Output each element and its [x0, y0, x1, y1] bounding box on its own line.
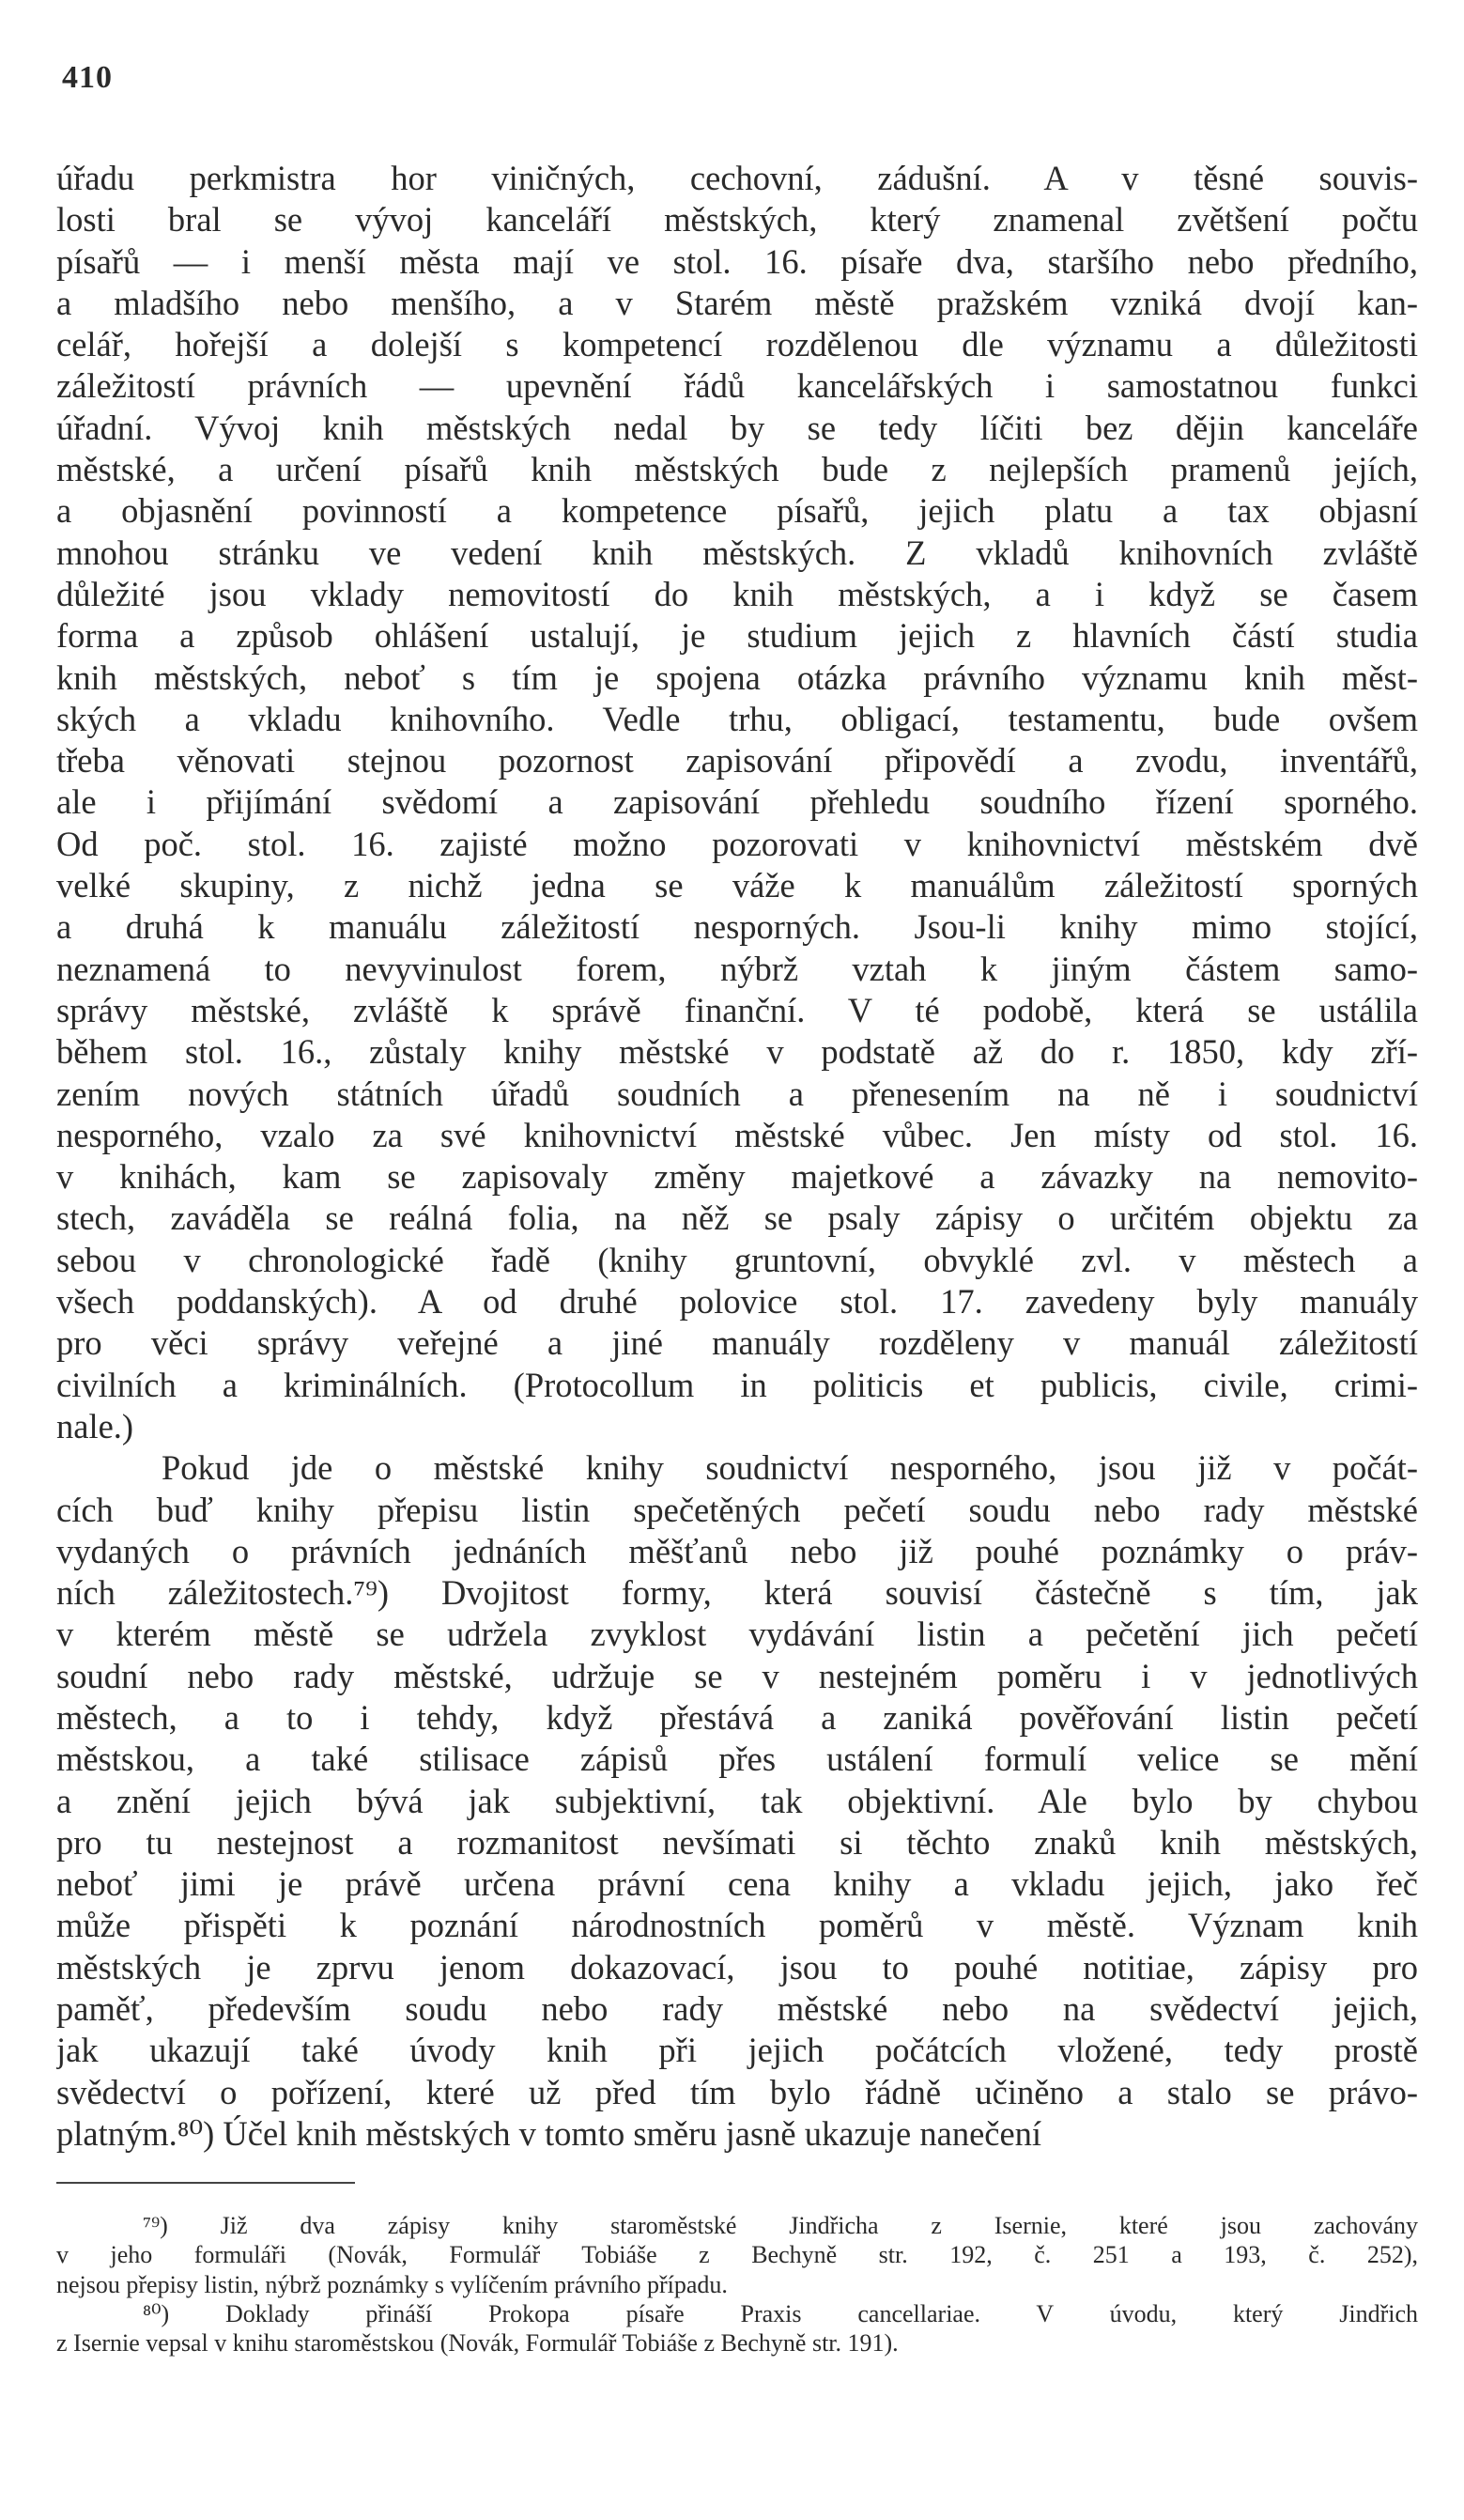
- body-line: ských a vkladu knihovního. Vedle trhu, obligací, testamentu, bude ovšem: [56, 699, 1418, 738]
- body-line: úřadní. Vývoj knih městských nedal by se tedy líčiti bez dějin kanceláře: [56, 408, 1418, 447]
- body-line: městských je zprvu jenom dokazovací, jsou to pouhé notitiae, zápisy pro: [56, 1947, 1418, 1987]
- footnote-line: ⁸⁰) Doklady přináší Prokopa písaře Praxis cancellariae. V úvodu, který Jindřich: [143, 2299, 1418, 2327]
- body-line: Od poč. stol. 16. zajisté možno pozorovati v knihovnictví městském dvě: [56, 824, 1418, 863]
- footnote-divider: [56, 2182, 355, 2184]
- body-line: pro tu nestejnost a rozmanitost nevšímati si těchto znaků knih městských,: [56, 1822, 1418, 1862]
- body-line: velké skupiny, z nichž jedna se váže k manuálům záležitostí sporných: [56, 866, 1418, 905]
- body-line: důležité jsou vklady nemovitostí do knih městských, a i když se časem: [56, 574, 1418, 613]
- body-line: v kterém městě se udržela zvyklost vydávání listin a pečetění jich pečetí: [56, 1615, 1418, 1654]
- body-line: ale i přijímání svědomí a zapisování přehledu soudního řízení sporného.: [56, 782, 1418, 822]
- body-line: úřadu perkmistra hor viničných, cechovní, zádušní. A v těsné souvis-: [56, 159, 1418, 197]
- body-line: forma a způsob ohlášení ustalují, je studium jejich z hlavních částí studia: [56, 616, 1418, 656]
- body-line: mnohou stránku ve vedení knih městských. Z vkladů knihovních zvláště: [56, 533, 1418, 572]
- body-line: a mladšího nebo menšího, a v Starém městě pražském vzniká dvojí kan-: [56, 283, 1418, 322]
- body-line: zením nových státních úřadů soudních a přenesením na ně i soudnictví: [56, 1074, 1418, 1113]
- footnote-line: v jeho formuláři (Novák, Formulář Tobiáše z Bechyně str. 192, č. 251 a 193, č. 252),: [56, 2241, 1418, 2269]
- body-line: neznamená to nevyvinulost forem, nýbrž vztah k jiným částem samo-: [56, 949, 1418, 988]
- page-number: 410: [62, 60, 113, 95]
- body-line: ních záležitostech.⁷⁹) Dvojitost formy, která souvisí částečně s tím, jak: [56, 1573, 1418, 1613]
- body-line: všech poddanských). A od druhé polovice stol. 17. zavedeny byly manuály: [56, 1282, 1418, 1322]
- body-line: knih městských, neboť s tím je spojena otázka právního významu knih měst-: [56, 657, 1418, 697]
- body-line: nesporného, vzalo za své knihovnictví městské vůbec. Jen místy od stol. 16.: [56, 1115, 1418, 1154]
- body-line: losti bral se vývoj kanceláří městských, který znamenal zvětšení počtu: [56, 200, 1418, 240]
- body-line: svědectví o pořízení, které už před tím bylo řádně učiněno a stalo se právo-: [56, 2072, 1418, 2111]
- footnote-line: ⁷⁹) Již dva zápisy knihy staroměstské Jindřicha z Isernie, které jsou zachovány: [143, 2212, 1418, 2239]
- body-line: paměť, především soudu nebo rady městské nebo na svědectví jejich,: [56, 1989, 1418, 2029]
- body-line: stech, zaváděla se reálná folia, na něž se psaly zápisy o určitém objektu za: [56, 1198, 1418, 1238]
- body-line: cích buď knihy přepisu listin spečetěných pečetí soudu nebo rady městské: [56, 1490, 1418, 1529]
- body-text: [56, 158, 1418, 2155]
- footnotes: [56, 2211, 1418, 2358]
- body-line: třeba věnovati stejnou pozornost zapisování připovědí a zvodu, inventářů,: [56, 741, 1418, 781]
- body-line: v knihách, kam se zapisovaly změny majetkové a závazky na nemovito-: [56, 1157, 1418, 1197]
- body-line: městech, a to i tehdy, když přestává a zaniká pověřování listin pečetí: [56, 1697, 1418, 1737]
- body-line: vydaných o právních jednáních měšťanů nebo již pouhé poznámky o práv-: [56, 1531, 1418, 1570]
- body-line: sebou v chronologické řadě (knihy gruntovní, obvyklé zvl. v městech a: [56, 1240, 1418, 1279]
- body-line: pro věci správy veřejné a jiné manuály rozděleny v manuál záležitostí: [56, 1323, 1418, 1363]
- body-line: a znění jejich bývá jak subjektivní, tak objektivní. Ale bylo by chybou: [56, 1781, 1418, 1820]
- body-line: celář, hořejší a dolejší s kompetencí rozdělenou dle významu a důležitosti: [56, 325, 1418, 364]
- body-line: městské, a určení písařů knih městských bude z nejlepších pramenů jejích,: [56, 450, 1418, 489]
- footnote-line: z Isernie vepsal v knihu staroměstskou (Novák, Formulář Tobiáše z Bechyně str. 191).: [56, 2329, 899, 2358]
- body-line: a druhá k manuálu záležitostí nesporných. Jsou-li knihy mimo stojící,: [56, 907, 1418, 947]
- body-line: platným.⁸⁰) Účel knih městských v tomto směru jasně ukazuje nanečení: [56, 2113, 1042, 2153]
- body-line: soudní nebo rady městské, udržuje se v nestejném poměru i v jednotlivých: [56, 1656, 1418, 1695]
- body-line: správy městské, zvláště k správě finanční. V té podobě, která se ustálila: [56, 990, 1418, 1029]
- body-line: může přispěti k poznání národnostních poměrů v městě. Význam knih: [56, 1906, 1418, 1945]
- footnote-line: nejsou přepisy listin, nýbrž poznámky s vylíčením právního případu.: [56, 2270, 728, 2298]
- body-line: Pokud jde o městské knihy soudnictví nesporného, jsou již v počát-: [162, 1448, 1418, 1488]
- body-line: jak ukazují také úvody knih při jejich počátcích vložené, tedy prostě: [56, 2031, 1418, 2070]
- body-line: městskou, a také stilisace zápisů přes ustálení formulí velice se mění: [56, 1739, 1418, 1779]
- body-line: civilních a kriminálních. (Protocollum in politicis et publicis, civile, crimi-: [56, 1365, 1418, 1404]
- body-line: během stol. 16., zůstaly knihy městské v podstatě až do r. 1850, kdy zří-: [56, 1032, 1418, 1072]
- body-line: neboť jimi je právě určena právní cena knihy a vkladu jejich, jako řeč: [56, 1864, 1418, 1904]
- body-line: nale.): [56, 1406, 134, 1446]
- body-line: písařů — i menší města mají ve stol. 16. písaře dva, staršího nebo předního,: [56, 241, 1418, 281]
- body-line: záležitostí právních — upevnění řádů kancelářských i samostatnou funkci: [56, 366, 1418, 406]
- body-line: a objasnění povinností a kompetence písařů, jejich platu a tax objasní: [56, 491, 1418, 531]
